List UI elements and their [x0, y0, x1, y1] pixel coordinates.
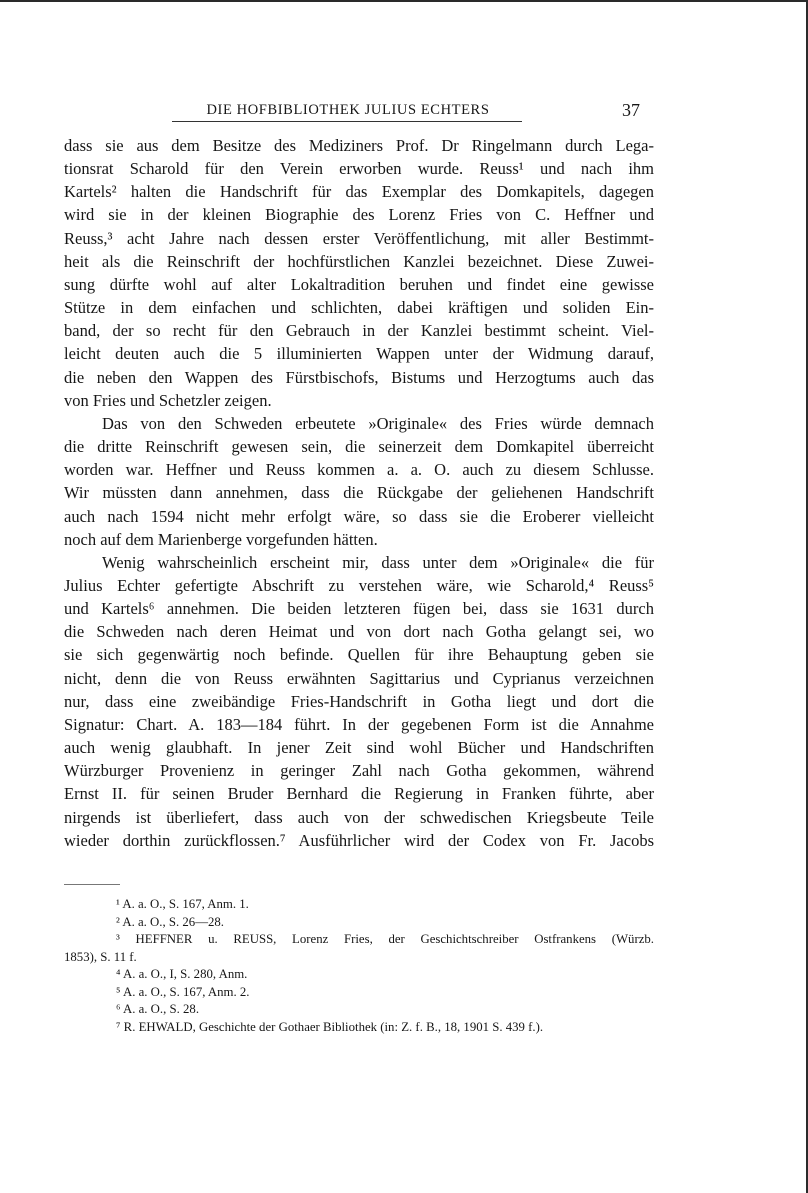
text-line: Julius Echter gefertigte Abschrift zu verstehen wäre, wie Scharold,⁴ Reuss⁵ [64, 575, 654, 595]
text-line: die Schweden nach deren Heimat und von dort nach Gotha gelangt sei, wo [64, 622, 654, 642]
page-number: 37 [622, 100, 640, 120]
text-line: die dritte Reinschrift gewesen sein, die seinerzeit dem Domkapitel überreicht [64, 437, 654, 457]
footnote: ³ HEFFNER u. REUSS, Lorenz Fries, der Geschichtschreiber Ostfrankens (Würzb. [116, 932, 654, 946]
footnote: ¹ A. a. O., S. 167, Anm. 1. [116, 897, 249, 911]
header-rule [172, 121, 522, 122]
text-line: tionsrat Scharold für den Verein erworben wurde. Reuss¹ und nach ihm [64, 159, 654, 179]
text-line: Stütze in dem einfachen und schlichten, dabei kräftigen und soliden Ein- [64, 298, 654, 318]
text-line: nicht, denn die von Reuss erwähnten Sagittarius und Cyprianus verzeichnen [64, 668, 654, 688]
text-line: band, der so recht für den Gebrauch in der Kanzlei bestimmt scheint. Viel- [64, 321, 654, 341]
footnote: ⁴ A. a. O., I, S. 280, Anm. [116, 967, 248, 981]
footnote-continuation: 1853), S. 11 f. [64, 949, 137, 964]
text-line: noch auf dem Marienberge vorgefunden hätten. [64, 529, 378, 549]
text-line: leicht deuten auch die 5 illuminierten Wappen unter der Widmung darauf, [64, 344, 654, 364]
running-head-title: DIE HOFBIBLIOTHEK JULIUS ECHTERS [206, 102, 490, 118]
text-line: wird sie in der kleinen Biographie des Lorenz Fries von C. Heffner und [64, 205, 654, 225]
text-line: Ernst II. für seinen Bruder Bernhard die Regierung in Franken führte, aber [64, 784, 654, 804]
text-line: wieder dorthin zurückflossen.⁷ Ausführlicher wird der Codex von Fr. Jacobs [64, 830, 654, 850]
body-text [64, 134, 654, 852]
text-line: worden war. Heffner und Reuss kommen a. a. O. auch zu diesem Schlusse. [64, 460, 654, 480]
text-line: Wir müssten dann annehmen, dass die Rückgabe der geliehenen Handschrift [64, 483, 654, 503]
text-line: nur, dass eine zweibändige Fries-Handschrift in Gotha liegt und dort die [64, 691, 654, 711]
footnote-rule [64, 884, 120, 885]
text-line: dass sie aus dem Besitze des Mediziners Prof. Dr Ringelmann durch Lega- [64, 136, 654, 155]
text-line: die neben den Wappen des Fürstbischofs, Bistums und Herzogtums auch das [64, 367, 654, 387]
page-edge-top [0, 0, 808, 2]
text-line: Wenig wahrscheinlich erscheint mir, dass unter dem »Originale« die für [102, 552, 654, 572]
footnote: ⁷ R. EHWALD, Geschichte der Gothaer Bibliothek (in: Z. f. B., 18, 1901 S. 439 f.). [116, 1019, 544, 1034]
footnote: ⁶ A. a. O., S. 28. [116, 1002, 200, 1016]
footnote: ⁵ A. a. O., S. 167, Anm. 2. [116, 984, 250, 999]
text-line: Das von den Schweden erbeutete »Originale« des Fries würde demnach [102, 413, 654, 433]
text-line: auch nach 1594 nicht mehr erfolgt wäre, so dass sie die Eroberer vielleicht [64, 506, 654, 526]
text-line: auch wenig glaubhaft. In jener Zeit sind wohl Bücher und Handschriften [64, 738, 654, 758]
text-line: sung dürfte wohl auf alter Lokaltradition beruhen und findet eine gewisse [64, 274, 654, 294]
text-line: Signatur: Chart. A. 183—184 führt. In der gegebenen Form ist die Annahme [64, 714, 654, 734]
footnote: ² A. a. O., S. 26—28. [116, 914, 224, 929]
text-line: Kartels² halten die Handschrift für das Exemplar des Domkapitels, dagegen [64, 182, 654, 202]
text-line: von Fries und Schetzler zeigen. [64, 390, 272, 410]
text-line: sie sich gegenwärtig noch befinde. Quellen für ihre Behauptung geben sie [64, 645, 654, 665]
footnotes [64, 896, 654, 1036]
text-line: und Kartels⁶ annehmen. Die beiden letzteren fügen bei, dass sie 1631 durch [64, 599, 654, 619]
text-line: nirgends ist überliefert, dass auch von der schwedischen Kriegsbeute Teile [64, 807, 654, 827]
text-line: Reuss,³ acht Jahre nach dessen erster Veröffentlichung, mit aller Bestimmt- [64, 228, 654, 248]
text-line: Würzburger Provenienz in geringer Zahl nach Gotha gekommen, während [64, 761, 654, 781]
text-line: heit als die Reinschrift der hochfürstlichen Kanzlei bezeichnet. Diese Zuwei- [64, 251, 654, 271]
